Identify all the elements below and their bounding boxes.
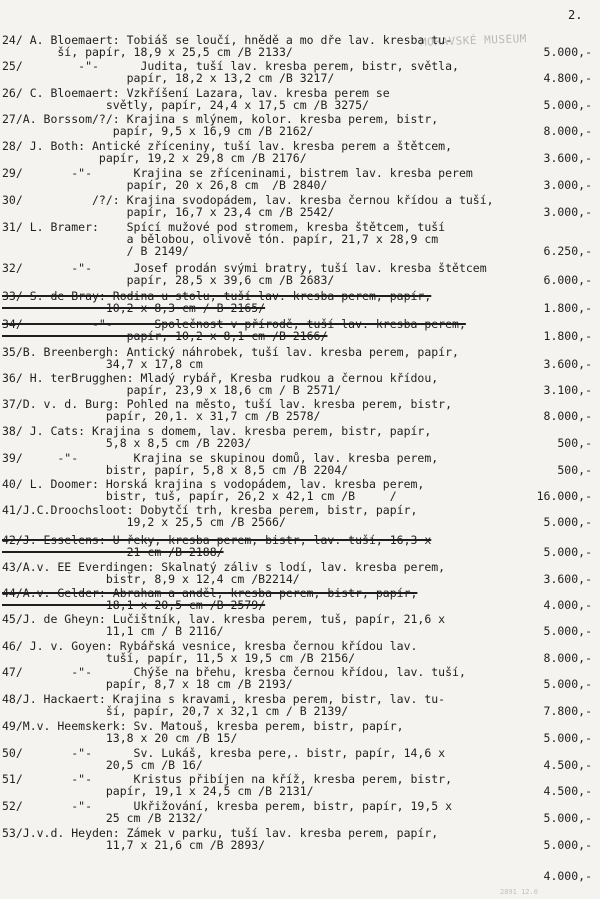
entry-line: 50/ -"- Sv. Lukáš, kresba pere,. bistr, papír, 14,6 x — [2, 746, 446, 760]
entry-line: 11,7 x 21,6 cm /B 2893/ — [2, 838, 266, 852]
entry-line: 36/ H. terBrugghen: Mladý rybář, Kresba rudkou a černou křídou, — [2, 371, 439, 385]
entry-line: papír, 10,2 x 8,1 cm /B 2166/ — [2, 329, 328, 343]
entry-price: 1.800,- — [543, 329, 592, 343]
entry-price: 1.800,- — [543, 301, 592, 315]
entry-line: 44/A.v. Gelder: Abraham a anděl, kresba perem, bistr, papír, — [2, 586, 418, 600]
entry-line: papír, 23,9 x 18,6 cm / B 2571/ — [2, 383, 342, 397]
entry-line: papír, 16,7 x 23,4 cm /B 2542/ — [2, 205, 335, 219]
entry-line: 51/ -"- Kristus přibíjen na kříž, kresba perem, bistr, — [2, 772, 453, 786]
entry-price: 500,- — [557, 436, 592, 450]
entry-line: bistr, 8,9 x 12,4 cm /B2214/ — [2, 572, 300, 586]
entry-line: 27/A. Borssom/?/: Krajina s mlýnem, kolor. kresba perem, bistr, — [2, 112, 439, 126]
entry-price: 5.000,- — [543, 811, 592, 825]
entry-line: 24/ A. Bloemaert: Tobiáš se loučí, hnědě a mo dře lav. kresba tu- — [2, 33, 453, 47]
entry-price: 4.800,- — [543, 71, 592, 85]
entry-line: 38/ J. Cats: Krajina s domem, lav. kresba perem, bistr, papír, — [2, 424, 432, 438]
entry-line: papír, 19,1 x 24,5 cm /B 2131/ — [2, 784, 314, 798]
entry-line: ší, papír, 18,9 x 25,5 cm /B 2133/ — [2, 45, 293, 59]
entry-price: 500,- — [557, 463, 592, 477]
entry-line: 42/J. Esselens: U řeky, kresba perem, bistr, lav. tuší, 16,3 x — [2, 533, 432, 547]
entry-line: 26/ C. Bloemaert: Vzkříšení Lazara, lav. kresba perem se — [2, 86, 390, 100]
archive-stamp: 2891 12.0 — [500, 888, 538, 896]
entry-line: bistr, papír, 5,8 x 8,5 cm /B 2204/ — [2, 463, 349, 477]
entry-line: 18,1 x 20,5 cm /B 2579/ — [2, 598, 266, 612]
entry-line: papír, 20 x 26,8 cm /B 2840/ — [2, 178, 328, 192]
entry-price: 5.000,- — [543, 624, 592, 638]
entry-price: 3.600,- — [543, 572, 592, 586]
entry-line: a bělobou, olivově tón. papír, 21,7 x 28,9 cm — [2, 232, 439, 246]
entry-line: 53/J.v.d. Heyden: Zámek v parku, tuší lav. kresba perem, papír, — [2, 826, 439, 840]
entry-line: papír, 9,5 x 16,9 cm /B 2162/ — [2, 124, 314, 138]
entry-price: 8.000,- — [543, 651, 592, 665]
entry-line: 49/M.v. Heemskerk: Sv. Matouš, kresba perem, bistr, papír, — [2, 719, 404, 733]
entry-line: 29/ -"- Krajina se zříceninami, bistrem lav. kresba perem — [2, 166, 473, 180]
entry-line: 25 cm /B 2132/ — [2, 811, 203, 825]
entry-price: 3.600,- — [543, 357, 592, 371]
entry-line: 47/ -"- Chýše na břehu, kresba černou křídou, lav. tuší, — [2, 665, 466, 679]
entry-price: 4.000,- — [543, 869, 592, 883]
entry-line: 48/J. Hackaert: Krajina s kravami, kresba perem, bistr, lav. tu- — [2, 692, 446, 706]
entry-line: 31/ L. Bramer: Spící mužové pod stromem, kresba štětcem, tuší — [2, 220, 446, 234]
entry-line: světly, papír, 24,4 x 17,5 cm /B 3275/ — [2, 98, 369, 112]
entry-price: 3.000,- — [543, 205, 592, 219]
entry-line: 10,2 x 8,3 cm / B 2165/ — [2, 301, 266, 315]
entry-price: 7.800,- — [543, 704, 592, 718]
page-number: 2. — [568, 8, 583, 22]
entry-line: / B 2149/ — [2, 244, 189, 258]
entry-line: papír, 28,5 x 39,6 cm /B 2683/ — [2, 273, 335, 287]
entry-line: 46/ J. v. Goyen: Rybářská vesnice, kresba černou křídou lav. — [2, 639, 418, 653]
entry-line: 39/ -"- Krajina se skupinou domů, lav. kresba perem, — [2, 451, 439, 465]
entry-line: 5,8 x 8,5 cm /B 2203/ — [2, 436, 252, 450]
entry-line: 21 cm /B 2188/ — [2, 545, 224, 559]
entry-price: 3.100,- — [543, 383, 592, 397]
entry-price: 6.250,- — [543, 244, 592, 258]
entry-price: 5.000,- — [543, 98, 592, 112]
entry-line: 40/ L. Doomer: Horská krajina s vodopádem, lav. kresba perem, — [2, 477, 425, 491]
entry-price: 3.000,- — [543, 178, 592, 192]
entry-price: 5.000,- — [543, 545, 592, 559]
entry-line: papír, 19,2 x 29,8 cm /B 2176/ — [2, 151, 307, 165]
entry-line: 25/ -"- Judita, tuší lav. kresba perem, bistr, světla, — [2, 59, 459, 73]
entry-line: 11,1 cm / B 2116/ — [2, 624, 224, 638]
entry-line: 28/ J. Both: Antické zříceniny, tuší lav. kresba perem a štětcem, — [2, 139, 453, 153]
entry-line: 30/ /?/: Krajina svodopádem, lav. kresba černou křídou a tuší, — [2, 193, 494, 207]
entry-price: 4.500,- — [543, 758, 592, 772]
entry-price: 5.000,- — [543, 45, 592, 59]
entry-price: 3.600,- — [543, 151, 592, 165]
entry-price: 8.000,- — [543, 124, 592, 138]
entry-line: 52/ -"- Ukřižování, kresba perem, bistr, papír, 19,5 x — [2, 799, 453, 813]
entry-price: 4.000,- — [543, 598, 592, 612]
entry-line: papír, 18,2 x 13,2 cm /B 3217/ — [2, 71, 335, 85]
entry-line: 37/D. v. d. Burg: Pohled na město, tuší lav. kresba perem, bistr, — [2, 397, 453, 411]
entry-line: 34/ -"- Společnost v přírodě, tuší lav. kresba perem, — [2, 317, 466, 331]
entry-price: 4.500,- — [543, 784, 592, 798]
entry-line: 13,8 x 20 cm /B 15/ — [2, 731, 238, 745]
entry-line: 41/J.C.Droochsloot: Dobytčí trh, kresba perem, bistr, papír, — [2, 503, 418, 517]
entry-line: 45/J. de Gheyn: Lučištník, lav. kresba perem, tuš, papír, 21,6 x — [2, 612, 446, 626]
entry-line: 34,7 x 17,8 cm — [2, 357, 203, 371]
entry-line: 35/B. Breenbergh: Antický náhrobek, tuší lav. kresba perem, papír, — [2, 345, 459, 359]
entry-price: 5.000,- — [543, 838, 592, 852]
entry-line: tuší, papír, 11,5 x 19,5 cm /B 2156/ — [2, 651, 356, 665]
entry-line: papír, 8,7 x 18 cm /B 2193/ — [2, 677, 293, 691]
entry-price: 6.000,- — [543, 273, 592, 287]
entry-price: 16.000,- — [536, 489, 592, 503]
entry-price: 5.000,- — [543, 515, 592, 529]
entry-price: 5.000,- — [543, 677, 592, 691]
entry-line: 43/A.v. EE Everdingen: Skalnatý záliv s lodí, lav. kresba perem, — [2, 560, 446, 574]
entry-price: 8.000,- — [543, 409, 592, 423]
entry-line: 20,5 cm /B 16/ — [2, 758, 203, 772]
entry-line: 19,2 x 25,5 cm /B 2566/ — [2, 515, 286, 529]
entry-line: bistr, tuš, papír, 26,2 x 42,1 cm /B / — [2, 489, 397, 503]
entry-line: ší, papír, 20,7 x 32,1 cm / B 2139/ — [2, 704, 349, 718]
entry-line: 33/ S. de Bray: Rodina u stolu, tuší lav. kresba perem, papír, — [2, 289, 432, 303]
entry-line: papír, 20,1. x 31,7 cm /B 2578/ — [2, 409, 321, 423]
entry-price: 5.000,- — [543, 731, 592, 745]
museum-stamp: MORAVSKÉ MUSEUM — [419, 32, 528, 49]
entry-line: 32/ -"- Josef prodán svými bratry, tuší lav. kresba štětcem — [2, 261, 487, 275]
